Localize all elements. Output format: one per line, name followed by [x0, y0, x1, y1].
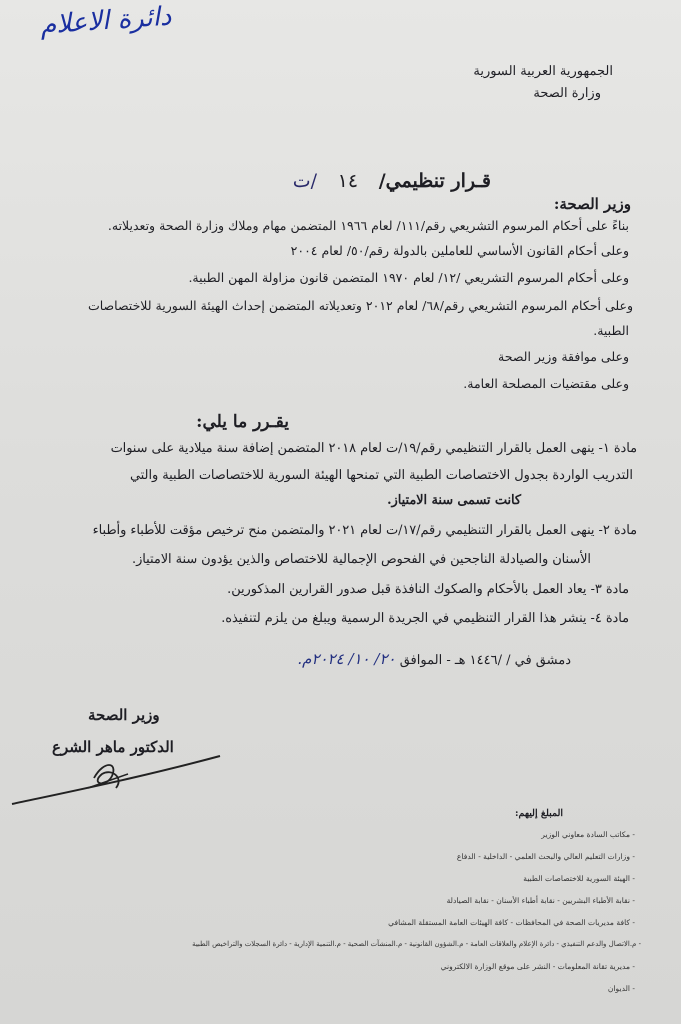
- preamble-line: وعلى موافقة وزير الصحة: [498, 349, 629, 364]
- decision-title: [293, 170, 491, 192]
- cc-item: - مكاتب السادة معاوني الوزير: [541, 830, 635, 839]
- article-line: مادة ٣- يعاد العمل بالأحكام والصكوك النافذة قبل صدور القرارين المذكورين.: [227, 582, 629, 597]
- article-line: الأسنان والصيادلة الناجحين في الفحوص الإجمالية للاختصاص والذين يؤدون سنة الامتياز.: [132, 552, 591, 567]
- cc-title: المبلغ إليهم:: [514, 808, 563, 819]
- date-line: [297, 650, 571, 668]
- minister-heading: وزير الصحة:: [553, 195, 631, 213]
- article-line: مادة ٤- ينشر هذا القرار التنظيمي في الجريدة الرسمية ويبلغ من يلزم لتنفيذه.: [221, 611, 629, 626]
- signature-title: وزير الصحة: [88, 706, 160, 724]
- preamble-line: الطبية.: [593, 323, 629, 338]
- preamble-line: وعلى أحكام المرسوم التشريعي /١٢/ لعام ١٩٧٠ المتضمن قانون مزاولة المهن الطبية.: [188, 270, 629, 285]
- decision-number: ١٤: [337, 170, 359, 192]
- date-prefix: دمشق في / /١٤٤٦ هـ - الموافق: [399, 653, 571, 668]
- cc-item: - نقابة الأطباء البشريين - نقابة أطباء الأسنان - نقابة الصيادلة: [446, 896, 635, 905]
- decides-heading: يقـرر ما يلي:: [196, 412, 289, 432]
- signature-name: الدكتور ماهر الشرع: [52, 738, 174, 756]
- preamble-line: وعلى مقتضيات المصلحة العامة.: [463, 376, 629, 391]
- cc-item: - وزارات التعليم العالي والبحث العلمي - الداخلية - الدفاع: [456, 852, 635, 861]
- cc-item: - كافة مديريات الصحة في المحافظات - كافة الهيئات العامة المستقلة المشافي: [388, 918, 635, 927]
- article-line: مادة ١- ينهى العمل بالقرار التنظيمي رقم/١٩/ت لعام ٢٠١٨ المتضمن إضافة سنة ميلادية على سنوات: [110, 441, 637, 456]
- handwritten-note: دائرة الاعلام: [39, 1, 173, 41]
- cc-item: - الديوان: [607, 984, 635, 993]
- preamble-line: بناءً على أحكام المرسوم التشريعي رقم/١١١/ لعام ١٩٦٦ المتضمن مهام وملاك وزارة الصحة وتعديلاته.: [107, 218, 629, 233]
- cc-item: - مديرية تقانة المعلومات - النشر على موقع الوزارة الالكتروني: [440, 962, 635, 971]
- decision-title-text: قـرار تنظيمي/: [378, 170, 491, 192]
- cc-item: - الهيئة السورية للاختصاصات الطبية: [523, 874, 635, 883]
- preamble-line: وعلى أحكام القانون الأساسي للعاملين بالدولة رقم/٥٠/ لعام ٢٠٠٤: [290, 243, 629, 258]
- article-line: مادة ٢- ينهى العمل بالقرار التنظيمي رقم/١٧/ت لعام ٢٠٢١ والمتضمن منح ترخيص مؤقت للأطباء وأطباء: [92, 523, 637, 538]
- preamble-line: وعلى أحكام المرسوم التشريعي رقم/٦٨/ لعام ٢٠١٢ وتعديلاته المتضمن إحداث الهيئة السورية للاختصاصات: [87, 298, 633, 313]
- article-line: التدريب الواردة بجدول الاختصاصات الطبية التي تمنحها الهيئة السورية للاختصاصات الطبية والتي: [130, 468, 633, 483]
- signature-mark: [8, 748, 228, 818]
- decision-suffix: /ت: [292, 170, 318, 192]
- date-handwritten: ٢٠/ ١٠/ ٢٠٢٤م.: [297, 650, 396, 668]
- article-line: كانت تسمى سنة الامتياز.: [387, 493, 521, 508]
- cc-item: - م.الاتصال والدعم التنفيذي - دائرة الإعلام والعلاقات العامة - م.الشؤون القانونية - م.المنشآت الصحية - م.التنمية الإدارية - دائرة السجلات والتراخيص الطبية: [192, 940, 641, 948]
- header-country: الجمهورية العربية السورية: [473, 64, 613, 79]
- header-ministry: وزارة الصحة: [533, 86, 601, 101]
